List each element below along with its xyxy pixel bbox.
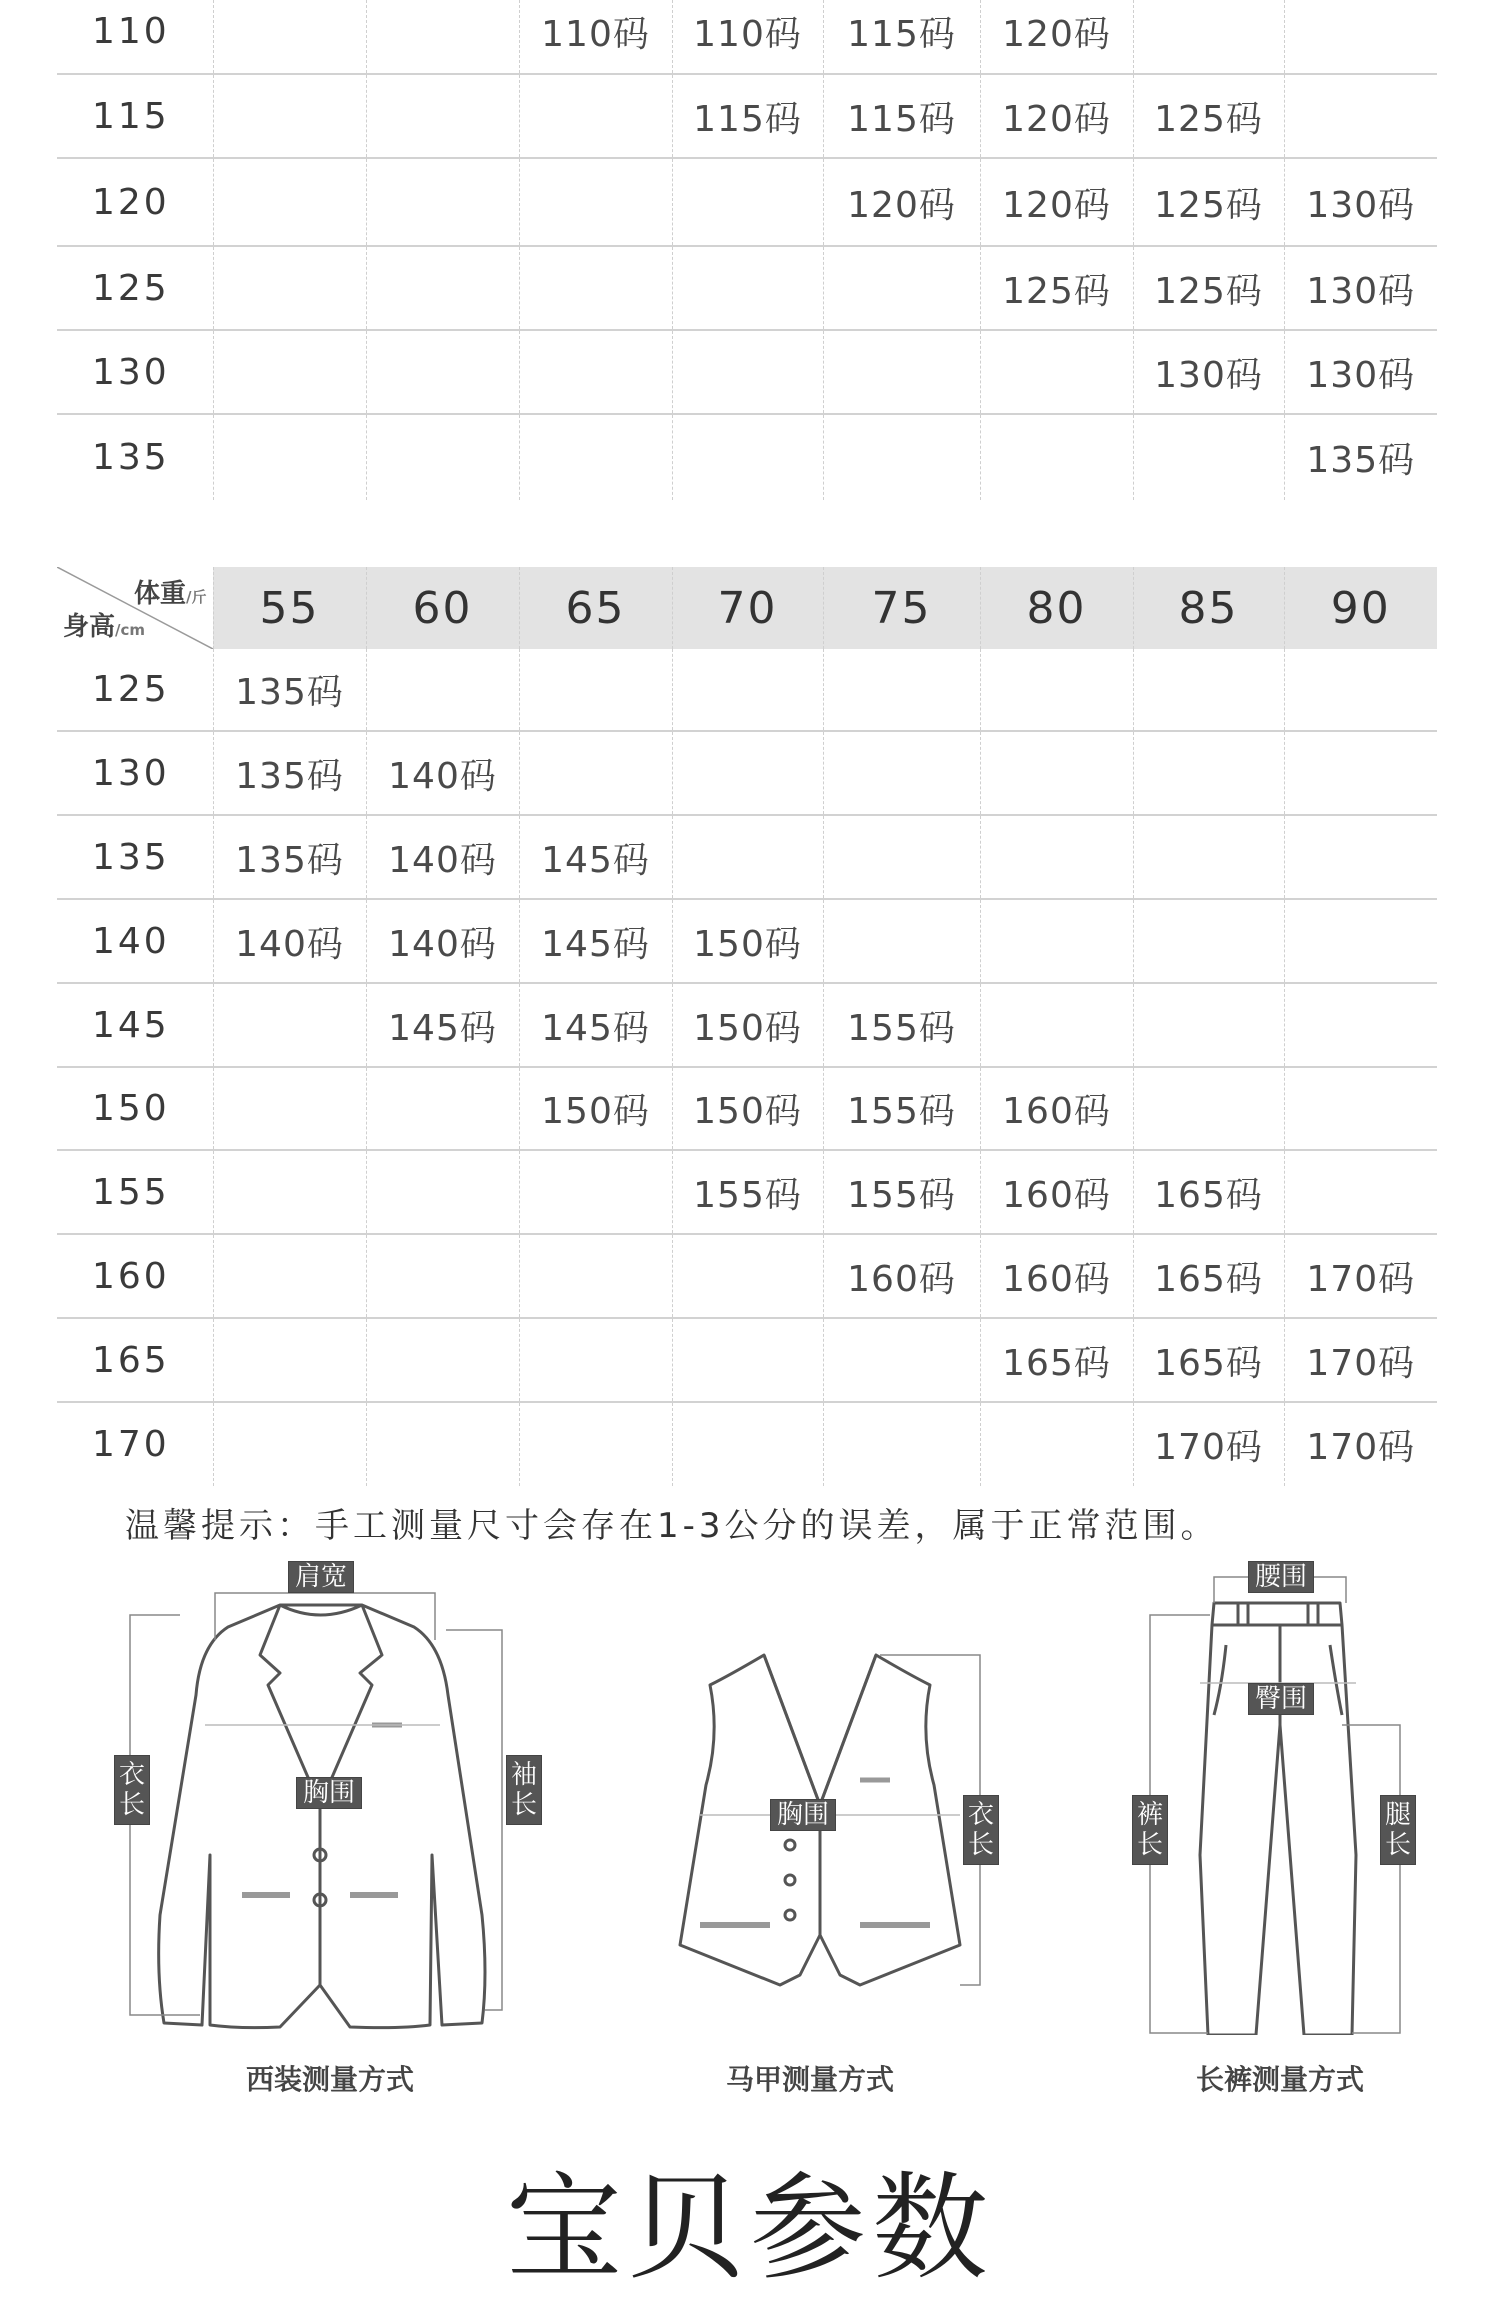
- size-cell: [672, 1318, 823, 1402]
- size-cell: 115码: [823, 74, 980, 158]
- size-cell: [1133, 649, 1284, 731]
- hip-tag: 臀围: [1248, 1683, 1314, 1715]
- size-cell: [366, 158, 519, 246]
- size-cell: 170码: [1284, 1402, 1437, 1486]
- size-cell: [213, 414, 366, 500]
- size-cell: 125码: [1133, 246, 1284, 330]
- height-value: 115: [57, 74, 213, 158]
- size-cell: [213, 74, 366, 158]
- size-cell: [823, 1318, 980, 1402]
- size-cell: [980, 1402, 1133, 1486]
- size-cell: [823, 815, 980, 899]
- size-cell: [1284, 1150, 1437, 1234]
- size-cell: 155码: [823, 1150, 980, 1234]
- size-cell: 115码: [823, 0, 980, 74]
- size-row: [57, 74, 1437, 158]
- size-cell: 120码: [823, 158, 980, 246]
- size-cell: [213, 983, 366, 1067]
- size-row: [57, 731, 1437, 815]
- vest-diagram: [660, 1555, 1040, 2035]
- size-row: [57, 1067, 1437, 1150]
- size-cell: 150码: [519, 1067, 672, 1150]
- size-cell: 145码: [519, 899, 672, 983]
- weight-header: 80: [980, 567, 1133, 649]
- height-value: 130: [57, 330, 213, 414]
- size-cell: [519, 414, 672, 500]
- size-cell: 155码: [823, 983, 980, 1067]
- suit-diagram: [110, 1555, 540, 2035]
- size-cell: [213, 158, 366, 246]
- size-cell: [213, 246, 366, 330]
- weight-header: 75: [823, 567, 980, 649]
- size-cell: 120码: [980, 74, 1133, 158]
- size-cell: [823, 899, 980, 983]
- size-cell: 155码: [672, 1150, 823, 1234]
- size-cell: [672, 649, 823, 731]
- size-cell: [1284, 731, 1437, 815]
- corner-weight-label: 体重/斤: [134, 579, 207, 609]
- size-cell: [519, 158, 672, 246]
- weight-header: 70: [672, 567, 823, 649]
- height-value: 135: [92, 437, 170, 478]
- size-cell: [213, 330, 366, 414]
- size-cell: [1133, 731, 1284, 815]
- size-cell: 110码: [519, 0, 672, 74]
- suit-chest-tag: 胸围: [296, 1777, 362, 1809]
- size-table-top: [57, 0, 1437, 500]
- size-row: [57, 1318, 1437, 1402]
- size-row: [57, 246, 1437, 330]
- size-cell: 145码: [366, 983, 519, 1067]
- size-cell: 160码: [823, 1234, 980, 1318]
- weight-header: 55: [213, 567, 366, 649]
- height-value: 125: [57, 246, 213, 330]
- size-cell: 140码: [213, 899, 366, 983]
- size-cell: 150码: [672, 983, 823, 1067]
- waist-tag: 腰围: [1248, 1561, 1314, 1593]
- size-cell: [366, 1234, 519, 1318]
- height-value: 150: [57, 1067, 213, 1150]
- size-cell: 125码: [1133, 158, 1284, 246]
- pants-diagram: [1130, 1555, 1450, 2035]
- size-cell: 145码: [519, 983, 672, 1067]
- size-cell: 170码: [1133, 1402, 1284, 1486]
- vest-chest-tag: 胸围: [770, 1799, 836, 1831]
- size-cell: 170码: [1284, 1234, 1437, 1318]
- size-cell: 125码: [980, 246, 1133, 330]
- size-cell: [519, 649, 672, 731]
- size-cell: [519, 1234, 672, 1318]
- size-cell: [1284, 0, 1437, 74]
- size-cell: 115码: [672, 74, 823, 158]
- size-cell: [672, 330, 823, 414]
- size-row: [57, 1402, 1437, 1486]
- size-cell: [1284, 815, 1437, 899]
- weight-header: 60: [366, 567, 519, 649]
- height-value: 165: [57, 1318, 213, 1402]
- size-cell: [1133, 414, 1284, 500]
- size-cell: [823, 246, 980, 330]
- size-cell: 150码: [672, 899, 823, 983]
- size-cell: [672, 815, 823, 899]
- size-cell: [366, 1067, 519, 1150]
- size-cell: 120码: [980, 158, 1133, 246]
- size-cell: [980, 983, 1133, 1067]
- size-cell: [1133, 815, 1284, 899]
- size-cell: [672, 1234, 823, 1318]
- size-table-main: [57, 567, 1437, 1486]
- size-cell: [823, 414, 980, 500]
- size-cell: 130码: [1284, 330, 1437, 414]
- size-cell: [519, 731, 672, 815]
- size-cell: [1284, 649, 1437, 731]
- size-row: [57, 1150, 1437, 1234]
- size-cell: [213, 1234, 366, 1318]
- size-cell: [1133, 983, 1284, 1067]
- size-cell: [1133, 1067, 1284, 1150]
- size-cell: 165码: [1133, 1234, 1284, 1318]
- size-cell: [519, 74, 672, 158]
- height-value: 145: [57, 983, 213, 1067]
- size-cell: 140码: [366, 731, 519, 815]
- size-cell: [213, 1067, 366, 1150]
- weight-header-row: [57, 567, 1437, 649]
- size-cell: 165码: [1133, 1150, 1284, 1234]
- size-cell: [366, 1402, 519, 1486]
- size-cell: [519, 246, 672, 330]
- size-cell: [980, 899, 1133, 983]
- size-cell: 120码: [980, 0, 1133, 74]
- height-value: 130: [57, 731, 213, 815]
- size-cell: 130码: [1284, 246, 1437, 330]
- weight-header: 90: [1284, 567, 1437, 649]
- size-cell: [213, 1318, 366, 1402]
- size-row: [57, 330, 1437, 414]
- height-value: 140: [57, 899, 213, 983]
- size-cell: 145码: [519, 815, 672, 899]
- size-cell: [519, 1150, 672, 1234]
- size-cell: [672, 1402, 823, 1486]
- size-cell: [366, 74, 519, 158]
- suit-caption: 西装测量方式: [245, 2063, 414, 2096]
- size-cell: 135码: [1284, 414, 1437, 500]
- size-cell: [672, 414, 823, 500]
- size-row: [57, 649, 1437, 731]
- height-value: 120: [57, 158, 213, 246]
- size-cell: [1284, 899, 1437, 983]
- height-value: 170: [92, 1424, 170, 1465]
- size-cell: [672, 731, 823, 815]
- pants-length-tag: 裤长: [1132, 1795, 1168, 1865]
- size-cell: 140码: [366, 815, 519, 899]
- size-cell: 135码: [213, 731, 366, 815]
- size-row: [57, 1234, 1437, 1318]
- size-cell: [980, 414, 1133, 500]
- suit-length-tag: 衣长: [114, 1755, 150, 1825]
- size-cell: [1284, 983, 1437, 1067]
- size-cell: 110码: [672, 0, 823, 74]
- size-cell: [213, 1402, 366, 1486]
- size-cell: [366, 1318, 519, 1402]
- size-cell: 135码: [213, 649, 366, 731]
- size-cell: 135码: [213, 815, 366, 899]
- vest-length-tag: 衣长: [963, 1795, 999, 1865]
- size-cell: 140码: [366, 899, 519, 983]
- size-cell: [1284, 1067, 1437, 1150]
- size-row: [57, 414, 1437, 500]
- size-cell: [980, 330, 1133, 414]
- size-cell: [672, 246, 823, 330]
- height-value: 160: [57, 1234, 213, 1318]
- size-row: [57, 899, 1437, 983]
- size-cell: [980, 731, 1133, 815]
- size-cell: [823, 1402, 980, 1486]
- size-cell: [1133, 899, 1284, 983]
- size-row: [57, 983, 1437, 1067]
- size-cell: 125码: [1133, 74, 1284, 158]
- weight-header: 85: [1133, 567, 1284, 649]
- size-cell: [213, 0, 366, 74]
- size-cell: [366, 1150, 519, 1234]
- corner-header: [57, 567, 213, 649]
- section-heading: 宝贝参数: [506, 2161, 994, 2296]
- weight-header: 65: [519, 567, 672, 649]
- size-cell: [519, 1402, 672, 1486]
- size-cell: [672, 158, 823, 246]
- leg-length-tag: 腿长: [1380, 1795, 1416, 1865]
- size-cell: [823, 330, 980, 414]
- size-row: [57, 158, 1437, 246]
- measurement-tip: 温馨提示：手工测量尺寸会存在1-3公分的误差，属于正常范围。: [125, 1506, 1219, 1546]
- size-cell: 155码: [823, 1067, 980, 1150]
- size-cell: [366, 649, 519, 731]
- size-cell: 160码: [980, 1234, 1133, 1318]
- size-cell: 150码: [672, 1067, 823, 1150]
- size-cell: [519, 1318, 672, 1402]
- size-cell: [823, 731, 980, 815]
- size-cell: [1284, 74, 1437, 158]
- size-cell: [519, 330, 672, 414]
- size-cell: 165码: [1133, 1318, 1284, 1402]
- vest-caption: 马甲测量方式: [725, 2063, 894, 2096]
- pants-caption: 长裤测量方式: [1195, 2063, 1364, 2096]
- corner-height-label: 身高/cm: [63, 612, 146, 642]
- size-row: [57, 0, 1437, 74]
- size-cell: 130码: [1133, 330, 1284, 414]
- size-cell: 170码: [1284, 1318, 1437, 1402]
- size-cell: [366, 414, 519, 500]
- size-cell: [823, 649, 980, 731]
- shoulder-width-tag: 肩宽: [288, 1561, 354, 1593]
- sleeve-length-tag: 袖长: [506, 1755, 542, 1825]
- height-value: 155: [57, 1150, 213, 1234]
- size-cell: 130码: [1284, 158, 1437, 246]
- size-row: [57, 815, 1437, 899]
- size-cell: [366, 330, 519, 414]
- height-value: 135: [57, 815, 213, 899]
- height-value: 125: [57, 649, 213, 731]
- size-cell: [366, 0, 519, 74]
- size-cell: 160码: [980, 1067, 1133, 1150]
- height-value: 110: [57, 0, 213, 74]
- size-cell: [1133, 0, 1284, 74]
- size-cell: [980, 649, 1133, 731]
- size-cell: 165码: [980, 1318, 1133, 1402]
- size-cell: [980, 815, 1133, 899]
- size-cell: 160码: [980, 1150, 1133, 1234]
- size-cell: [366, 246, 519, 330]
- size-cell: [213, 1150, 366, 1234]
